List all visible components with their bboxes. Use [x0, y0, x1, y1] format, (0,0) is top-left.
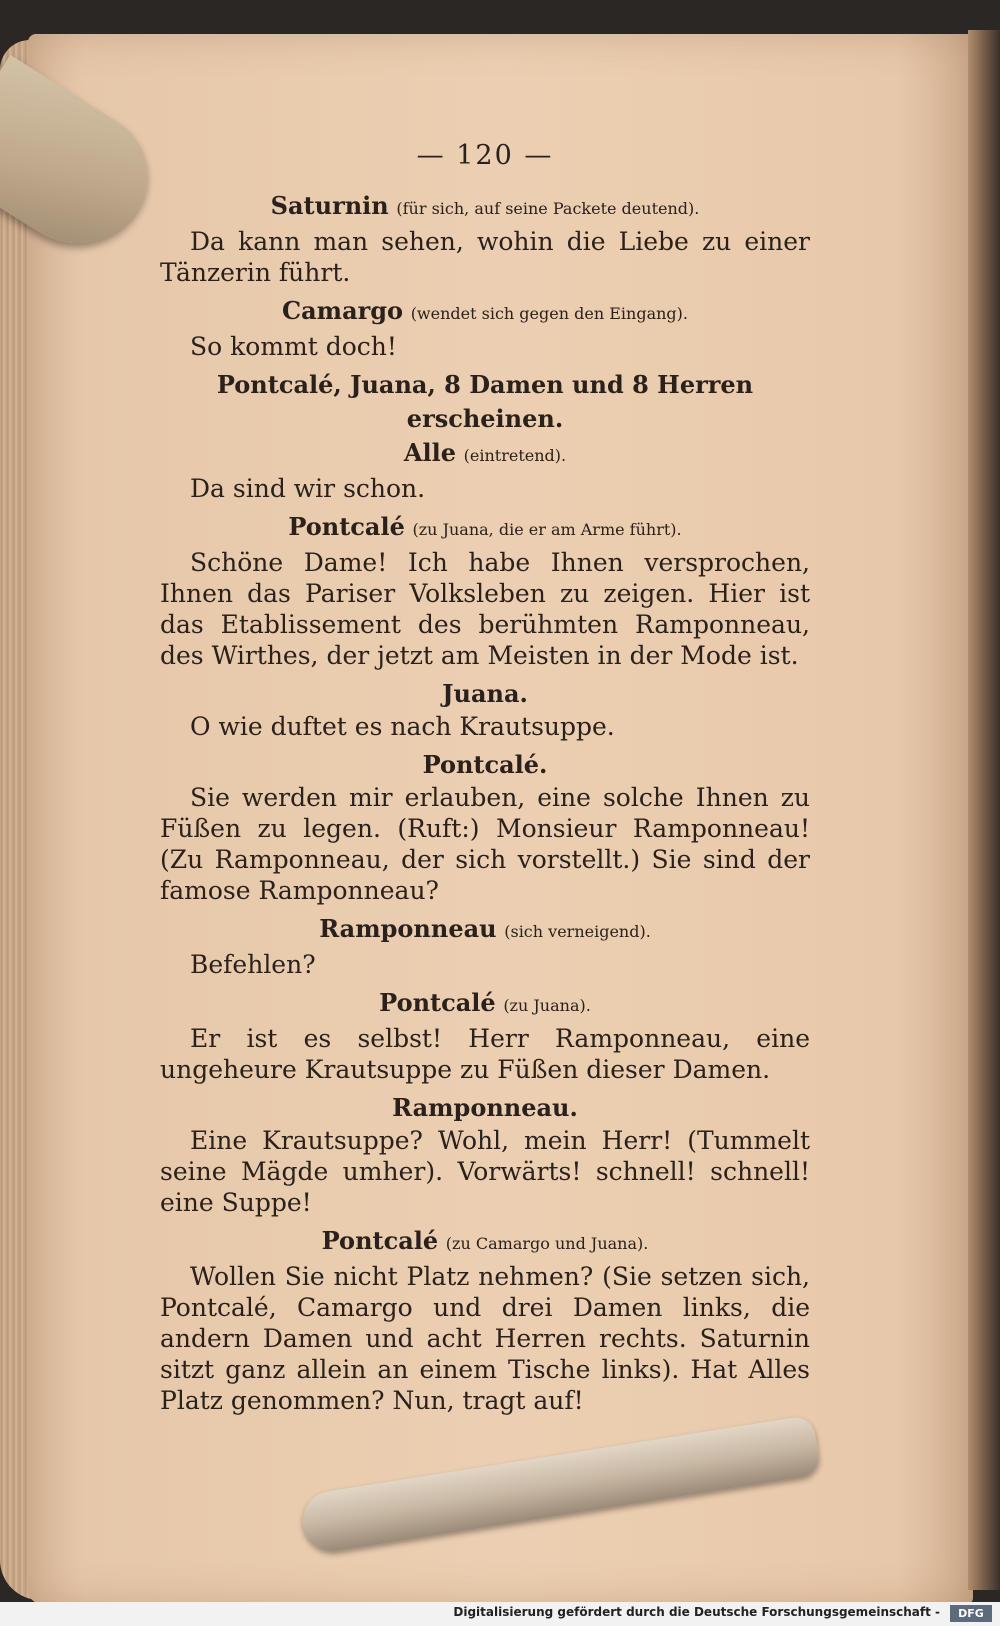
- speaker-heading: Saturnin (für sich, auf seine Packete deutend).: [270, 191, 700, 220]
- dialogue-line: O wie duftet es nach Krautsuppe.: [190, 712, 615, 741]
- dialogue-line: Schöne Dame! Ich habe Ihnen versprochen, Ihnen das Pariser Volksleben zu zeigen. Hier ist das Etablissement des berühmten Ramponneau, des Wirthes, der jetzt am Meisten in der Mode ist.: [160, 548, 810, 670]
- dialogue-line: Er ist es selbst! Herr Ramponneau, eine ungeheure Krautsuppe zu Füßen dieser Damen.: [160, 1024, 810, 1084]
- stage-direction: Pontcalé, Juana, 8 Damen und 8 Herren erscheinen.: [216, 370, 754, 433]
- page-number: — 120 —: [416, 140, 554, 171]
- dialogue-line: Eine Krautsuppe? Wohl, mein Herr! (Tummelt seine Mägde umher). Vorwärts! schnell! schnell! eine Suppe!: [160, 1126, 810, 1217]
- speaker-heading: Pontcalé (zu Juana).: [379, 988, 591, 1017]
- dialogue-line: So kommt doch!: [190, 332, 397, 361]
- speaker-heading: Alle (eintretend).: [403, 438, 567, 467]
- dialogue-line: Befehlen?: [190, 950, 316, 979]
- dialogue-line: Sie werden mir erlauben, eine solche Ihnen zu Füßen zu legen. (Ruft:) Monsieur Ramponneau! (Zu Ramponneau, der sich vorstellt.) Sie sind der famose Ramponneau?: [160, 783, 810, 905]
- speaker-heading: Pontcalé (zu Juana, die er am Arme führt).: [288, 512, 682, 541]
- digitization-footer: [0, 1602, 1000, 1626]
- speaker-heading: Camargo (wendet sich gegen den Eingang).: [282, 296, 688, 325]
- dialogue-line: Da kann man sehen, wohin die Liebe zu einer Tänzerin führt.: [160, 227, 810, 287]
- page-text: [160, 140, 810, 1422]
- speaker-heading: Ramponneau (sich verneigend).: [319, 914, 651, 943]
- speaker-heading: Juana.: [442, 679, 528, 708]
- dfg-logo: DFG: [950, 1605, 992, 1622]
- dialogue-line: Wollen Sie nicht Platz nehmen? (Sie setzen sich, Pontcalé, Camargo und drei Damen links, die andern Damen und acht Herren rechts. Saturnin sitzt ganz allein an einem Tische links). Hat Alles Platz genommen? Nun, tragt auf!: [160, 1262, 810, 1415]
- speaker-heading: Pontcalé.: [422, 750, 548, 779]
- page-gutter: [968, 30, 1000, 1590]
- footer-credit: Digitalisierung gefördert durch die Deutsche Forschungsgemeinschaft -: [453, 1605, 940, 1619]
- speaker-heading: Ramponneau.: [392, 1093, 578, 1122]
- speaker-heading: Pontcalé (zu Camargo und Juana).: [321, 1226, 649, 1255]
- dialogue-line: Da sind wir schon.: [190, 474, 426, 503]
